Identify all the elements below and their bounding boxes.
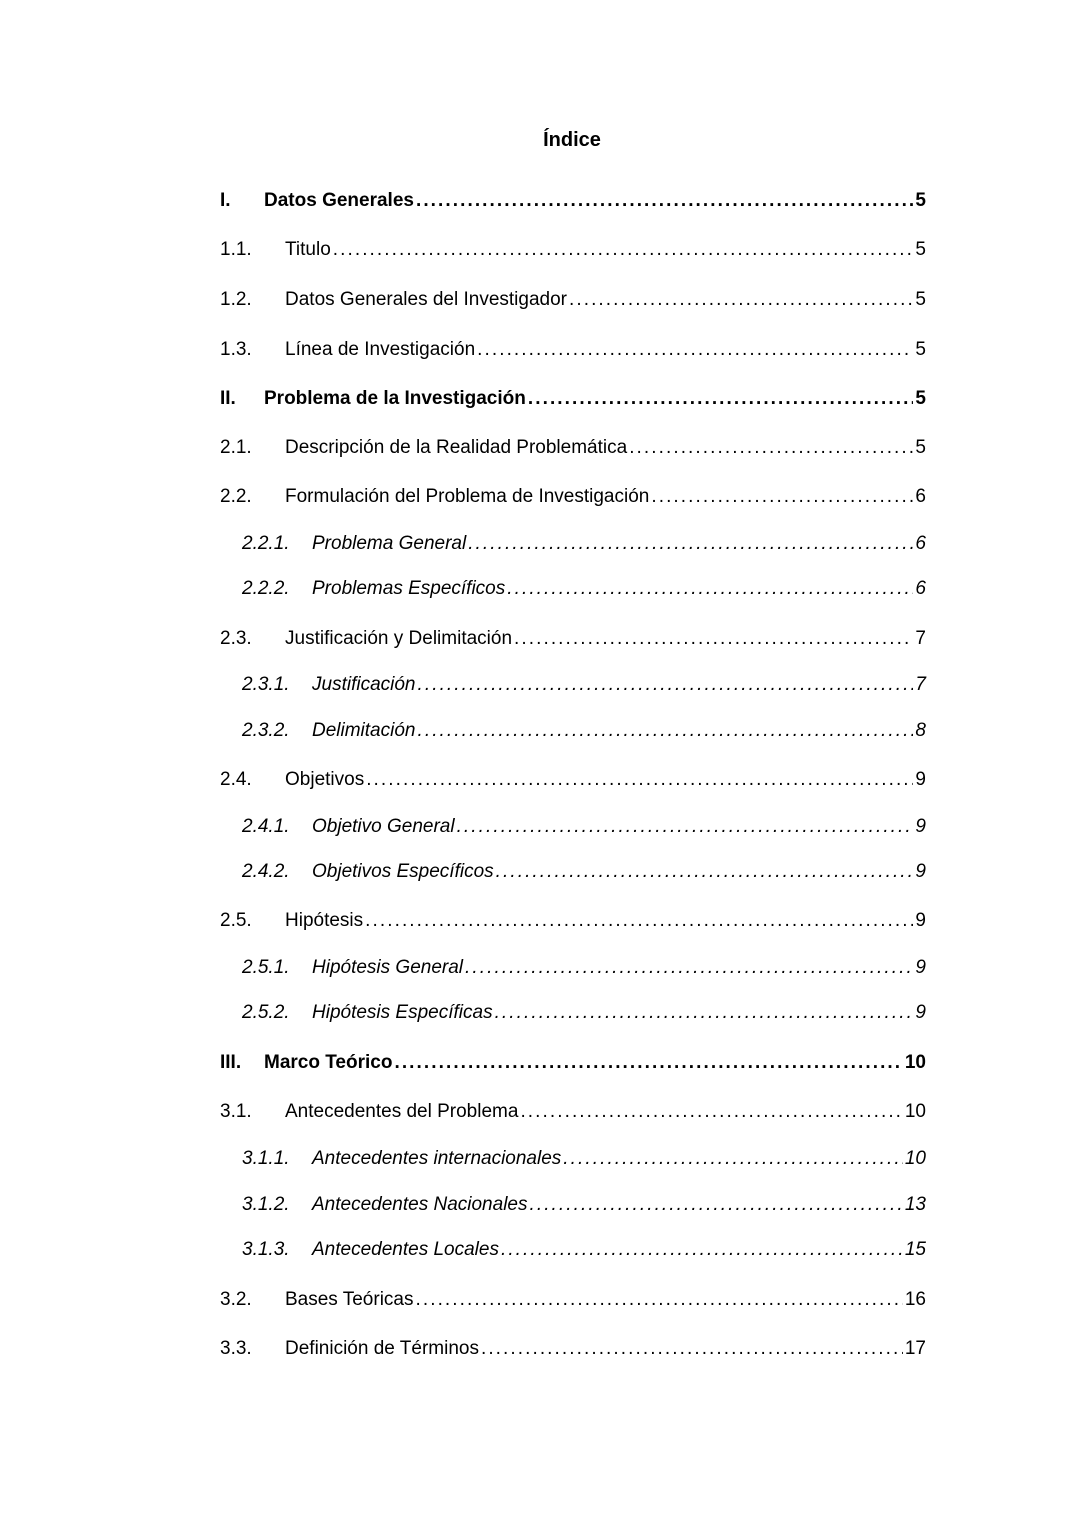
dot-leader [520, 1098, 902, 1126]
dot-leader [495, 999, 914, 1027]
toc-entry-label: Objetivo General [312, 816, 455, 837]
toc-entry-number: 2.4.1. [242, 816, 290, 837]
toc-entry-2-1[interactable] [220, 434, 926, 462]
toc-entry-number: II. [220, 388, 236, 409]
toc-entry-number: 2.3.1. [242, 674, 290, 695]
toc-entry-number: 2.2.2. [242, 578, 290, 599]
toc-entry-page: 5 [915, 388, 926, 409]
toc-entry-label: Delimitación [312, 720, 416, 741]
dot-leader [529, 1191, 902, 1219]
toc-entry-3-1-1[interactable] [220, 1145, 926, 1173]
toc-entry-label: Hipótesis Específicas [312, 1002, 493, 1023]
toc-entry-2-2[interactable] [220, 483, 926, 511]
toc-entry-number: 2.1. [220, 437, 252, 458]
toc-entry-label: Problema de la Investigación [264, 388, 526, 409]
dot-leader [481, 1335, 903, 1363]
toc-entry-2[interactable] [220, 385, 926, 413]
toc-entry-2-3-1[interactable] [220, 671, 926, 699]
dot-leader [366, 766, 913, 794]
toc-entry-page: 5 [915, 339, 926, 360]
toc-entry-label: Datos Generales [264, 190, 414, 211]
toc-title: Índice [543, 129, 601, 151]
dot-leader [417, 717, 913, 745]
dot-leader [416, 1286, 903, 1314]
toc-entry-2-5-1[interactable] [220, 954, 926, 982]
toc-entry-2-3[interactable] [220, 625, 926, 653]
toc-entry-page: 9 [915, 957, 926, 978]
toc-entry-label: Antecedentes Nacionales [312, 1194, 528, 1215]
toc-entry-label: Justificación [312, 674, 416, 695]
toc-entry-1-3[interactable] [220, 336, 926, 364]
toc-entry-label: Antecedentes Locales [312, 1239, 499, 1260]
toc-entry-page: 10 [904, 1148, 926, 1169]
toc-entry-3[interactable] [220, 1049, 926, 1077]
toc-entry-page: 9 [915, 816, 926, 837]
toc-entry-number: I. [220, 190, 231, 211]
toc-entry-label: Antecedentes internacionales [312, 1148, 562, 1169]
toc-entry-1-1[interactable] [220, 236, 926, 264]
toc-entry-page: 10 [904, 1052, 926, 1073]
toc-entry-number: 2.5.2. [242, 1002, 290, 1023]
toc-entry-number: 1.1. [220, 239, 252, 260]
dot-leader [528, 385, 914, 413]
toc-entry-3-1[interactable] [220, 1098, 926, 1126]
toc-entry-label: Formulación del Problema de Investigación [285, 486, 650, 507]
toc-entry-number: 3.3. [220, 1338, 252, 1359]
toc-entry-2-4[interactable] [220, 766, 926, 794]
toc-entry-page: 16 [904, 1289, 926, 1310]
toc-entry-number: 2.5. [220, 910, 252, 931]
toc-entry-label: Hipótesis [285, 910, 364, 931]
toc-entry-page: 8 [915, 720, 926, 741]
toc-entry-3-2[interactable] [220, 1286, 926, 1314]
toc-entry-page: 15 [904, 1239, 926, 1260]
toc-entry-1[interactable] [220, 187, 926, 215]
toc-entry-label: Descripción de la Realidad Problemática [285, 437, 628, 458]
dot-leader [477, 336, 913, 364]
toc-entry-label: Línea de Investigación [285, 339, 476, 360]
toc-entry-2-2-1[interactable] [220, 530, 926, 558]
toc-entry-2-5-2[interactable] [220, 999, 926, 1027]
toc-entry-number: 2.2. [220, 486, 252, 507]
toc-entry-label: Objetivos [285, 769, 365, 790]
toc-entry-2-5[interactable] [220, 907, 926, 935]
dot-leader [514, 625, 913, 653]
dot-leader [333, 236, 914, 264]
toc-entry-page: 6 [915, 533, 926, 554]
toc-entry-page: 9 [915, 910, 926, 931]
toc-entry-2-4-2[interactable] [220, 858, 926, 886]
dot-leader [496, 858, 914, 886]
dot-leader [465, 954, 913, 982]
dot-leader [507, 575, 913, 603]
dot-leader [629, 434, 913, 462]
dot-leader [416, 187, 913, 215]
toc-entry-number: III. [220, 1052, 242, 1073]
dot-leader [651, 483, 913, 511]
dot-leader [501, 1236, 903, 1264]
dot-leader [418, 671, 914, 699]
toc-entry-number: 2.2.1. [242, 533, 290, 554]
toc-entry-page: 5 [915, 289, 926, 310]
toc-entry-2-2-2[interactable] [220, 575, 926, 603]
toc-entry-page: 17 [904, 1338, 926, 1359]
toc-entry-label: Hipótesis General [312, 957, 464, 978]
toc-entry-2-3-2[interactable] [220, 717, 926, 745]
toc-entry-page: 5 [915, 190, 926, 211]
toc-entry-number: 2.4.2. [242, 861, 290, 882]
dot-leader [365, 907, 913, 935]
toc-entry-3-3[interactable] [220, 1335, 926, 1363]
toc-entry-page: 13 [904, 1194, 926, 1215]
toc-entry-page: 5 [915, 239, 926, 260]
toc-entry-label: Objetivos Específicos [312, 861, 494, 882]
toc-entry-label: Problema General [312, 533, 467, 554]
toc-entry-number: 2.3.2. [242, 720, 290, 741]
toc-entry-number: 3.1.3. [242, 1239, 290, 1260]
dot-leader [468, 530, 913, 558]
toc-entry-number: 1.2. [220, 289, 252, 310]
dot-leader [457, 813, 914, 841]
toc-entry-label: Titulo [285, 239, 331, 260]
toc-entry-number: 2.5.1. [242, 957, 290, 978]
toc-entry-page: 9 [915, 861, 926, 882]
dot-leader [394, 1049, 902, 1077]
toc-entry-3-1-2[interactable] [220, 1191, 926, 1219]
toc-entry-page: 6 [915, 578, 926, 599]
toc-entry-label: Justificación y Delimitación [285, 628, 513, 649]
toc-entry-label: Marco Teórico [264, 1052, 393, 1073]
toc-entry-2-4-1[interactable] [220, 813, 926, 841]
toc-entry-3-1-3[interactable] [220, 1236, 926, 1264]
toc-entry-number: 3.2. [220, 1289, 252, 1310]
dot-leader [563, 1145, 903, 1173]
toc-entry-number: 3.1.1. [242, 1148, 290, 1169]
toc-entry-page: 9 [915, 769, 926, 790]
toc-entry-number: 2.3. [220, 628, 252, 649]
toc-entry-label: Problemas Específicos [312, 578, 506, 599]
toc-entry-number: 3.1.2. [242, 1194, 290, 1215]
dot-leader [569, 286, 913, 314]
toc-entry-label: Antecedentes del Problema [285, 1101, 519, 1122]
toc-entry-page: 10 [904, 1101, 926, 1122]
table-of-contents [220, 0, 926, 1527]
toc-entry-label: Datos Generales del Investigador [285, 289, 567, 310]
toc-entry-page: 7 [915, 674, 926, 695]
toc-entry-label: Definición de Términos [285, 1338, 479, 1359]
toc-entry-number: 2.4. [220, 769, 252, 790]
toc-entry-number: 1.3. [220, 339, 252, 360]
toc-entry-page: 6 [915, 486, 926, 507]
toc-entry-number: 3.1. [220, 1101, 252, 1122]
toc-entry-page: 7 [915, 628, 926, 649]
toc-entry-page: 9 [915, 1002, 926, 1023]
toc-entry-label: Bases Teóricas [285, 1289, 414, 1310]
toc-entry-page: 5 [915, 437, 926, 458]
toc-entry-1-2[interactable] [220, 286, 926, 314]
